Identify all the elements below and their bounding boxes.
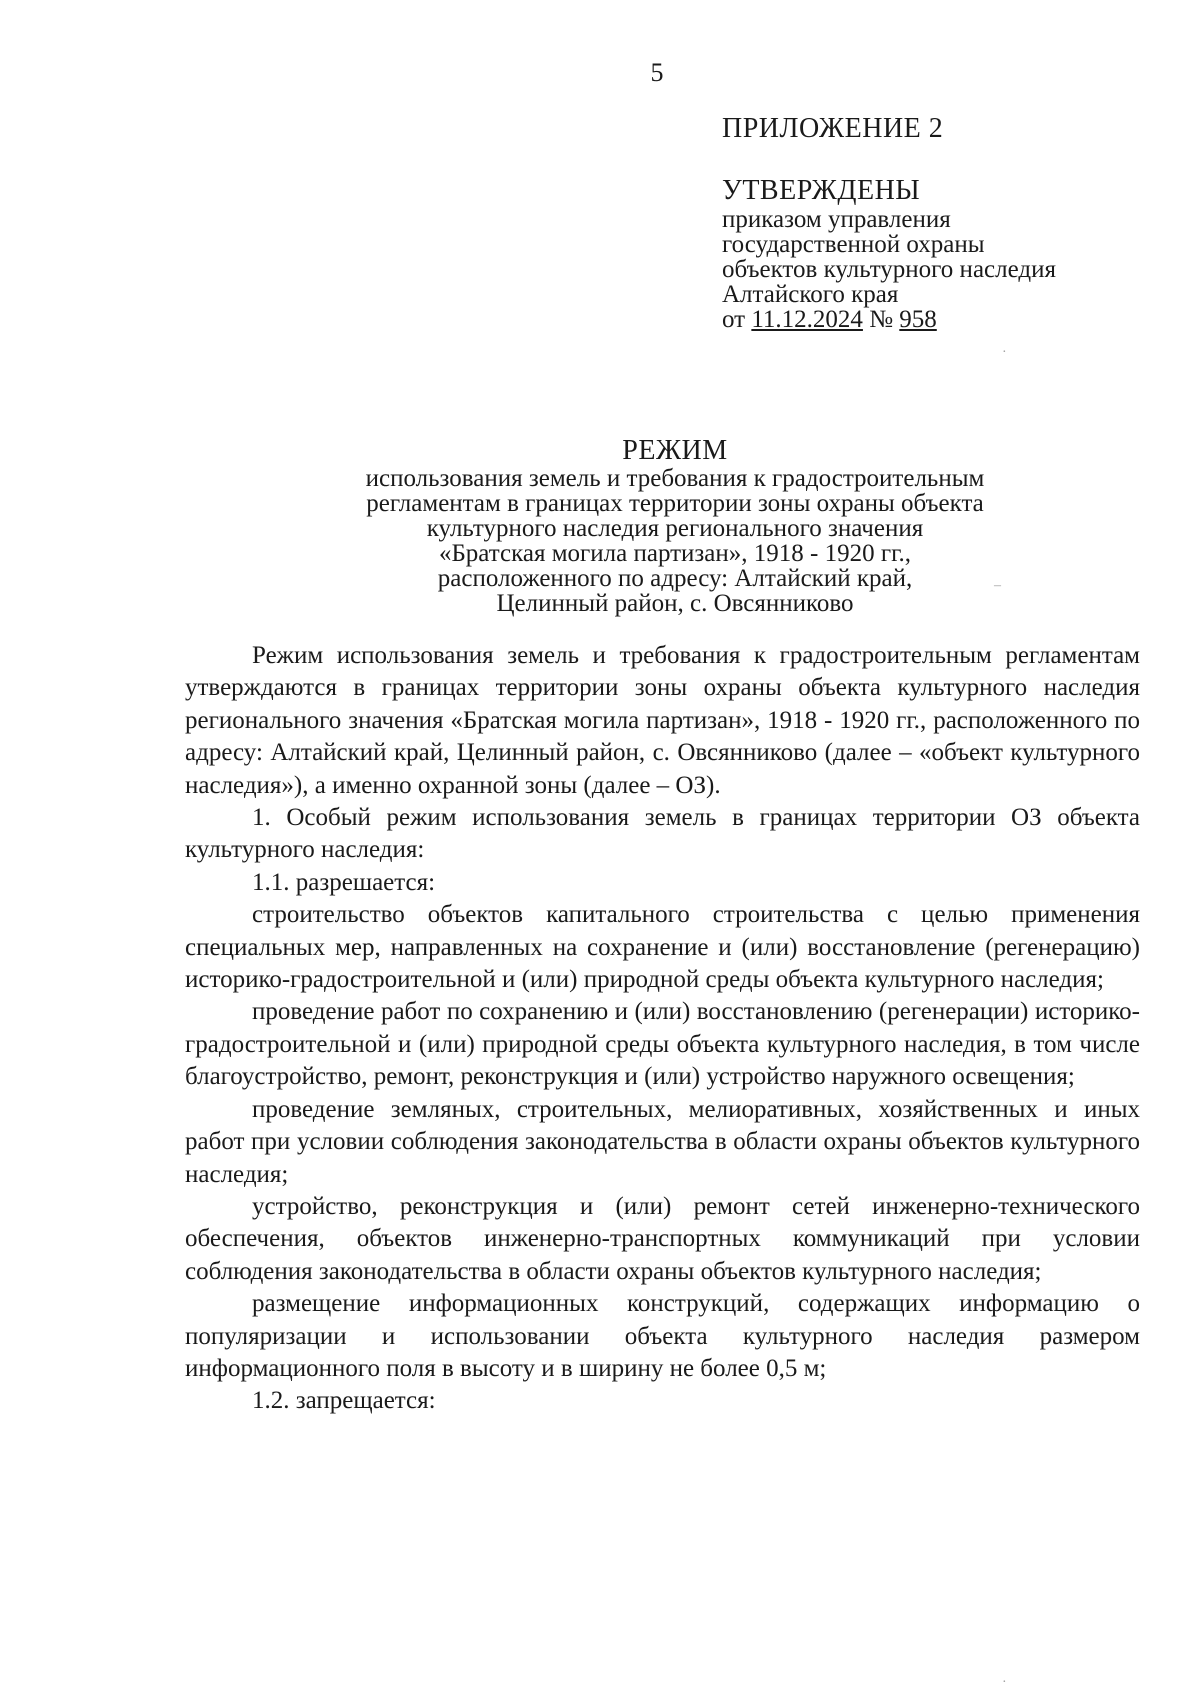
document-body xyxy=(185,640,1140,1418)
title-line: расположенного по адресу: Алтайский край, xyxy=(437,565,913,592)
approval-title: УТВЕРЖДЕНЫ xyxy=(722,175,921,206)
subsection-allowed: 1.1. разрешается: xyxy=(252,868,436,896)
allowed-item: устройство, реконструкция и (или) ремонт сетей инженерно-технического обеспечения, объектов инженерно-транспортных коммуникаций при условии соблюдения законодательства в области охраны объектов культурного наследия; xyxy=(185,1192,1140,1285)
scan-speck: · xyxy=(1002,345,1007,360)
title-line: «Братская могила партизан», 1918 - 1920 гг., xyxy=(438,540,912,567)
date-prefix: от xyxy=(722,306,752,333)
allowed-item: проведение работ по сохранению и (или) восстановлению (регенерации) историко-градостроительной и (или) природной среды объекта культурного наследия, в том числе благоустройство, ремонт, реконструкция и (или) устройство наружного освещения; xyxy=(185,998,1140,1091)
intro-paragraph: Режим использования земель и требования к градостроительным регламентам утверждаются в границах территории зоны охраны объекта культурного наследия регионального значения «Братская могила партизан», 1918 - 1920 гг., расположенного по адресу: Алтайский край, Целинный район, с. Овсянниково (далее – «объект культурного наследия»), а именно охранной зоны (далее – ОЗ). xyxy=(185,642,1140,799)
order-number: 958 xyxy=(899,306,937,333)
document-title xyxy=(245,435,1105,617)
approval-line: Алтайского края xyxy=(722,281,899,308)
approval-block xyxy=(722,175,1056,333)
number-sign: № xyxy=(862,306,900,333)
title-line: использования земель и требования к градостроительным xyxy=(365,465,985,492)
approval-line: объектов культурного наследия xyxy=(722,256,1056,283)
scan-speck: – xyxy=(994,578,1001,593)
approval-line: приказом управления xyxy=(722,206,951,233)
allowed-item: строительство объектов капитального строительства с целью применения специальных мер, направленных на сохранение и (или) восстановление (регенерацию) историко-градостроительной и (или) природной среды объекта культурного наследия; xyxy=(185,901,1140,994)
approval-line: государственной охраны xyxy=(722,231,985,258)
title-line: культурного наследия регионального значения xyxy=(426,515,924,542)
approval-date-line xyxy=(722,307,1056,332)
title-line: регламентам в границах территории зоны охраны объекта xyxy=(366,490,984,517)
title-line: Целинный район, с. Овсянниково xyxy=(496,590,854,617)
allowed-item: размещение информационных конструкций, содержащих информацию о популяризации и использовании объекта культурного наследия размером информационного поля в высоту и в ширину не более 0,5 м; xyxy=(185,1290,1140,1382)
title-heading: РЕЖИМ xyxy=(622,435,728,466)
appendix-label: ПРИЛОЖЕНИЕ 2 xyxy=(722,113,944,144)
scan-speck: · xyxy=(1002,1675,1007,1690)
order-date: 11.12.2024 xyxy=(751,306,863,333)
page-number: 5 xyxy=(650,58,664,87)
subsection-prohibited: 1.2. запрещается: xyxy=(252,1387,436,1415)
allowed-item: проведение земляных, строительных, мелиоративных, хозяйственных и иных работ при условии соблюдения законодательства в области охраны объектов культурного наследия; xyxy=(185,1095,1140,1188)
section-heading: 1. Особый режим использования земель в границах территории ОЗ объекта культурного наследия: xyxy=(185,804,1140,864)
